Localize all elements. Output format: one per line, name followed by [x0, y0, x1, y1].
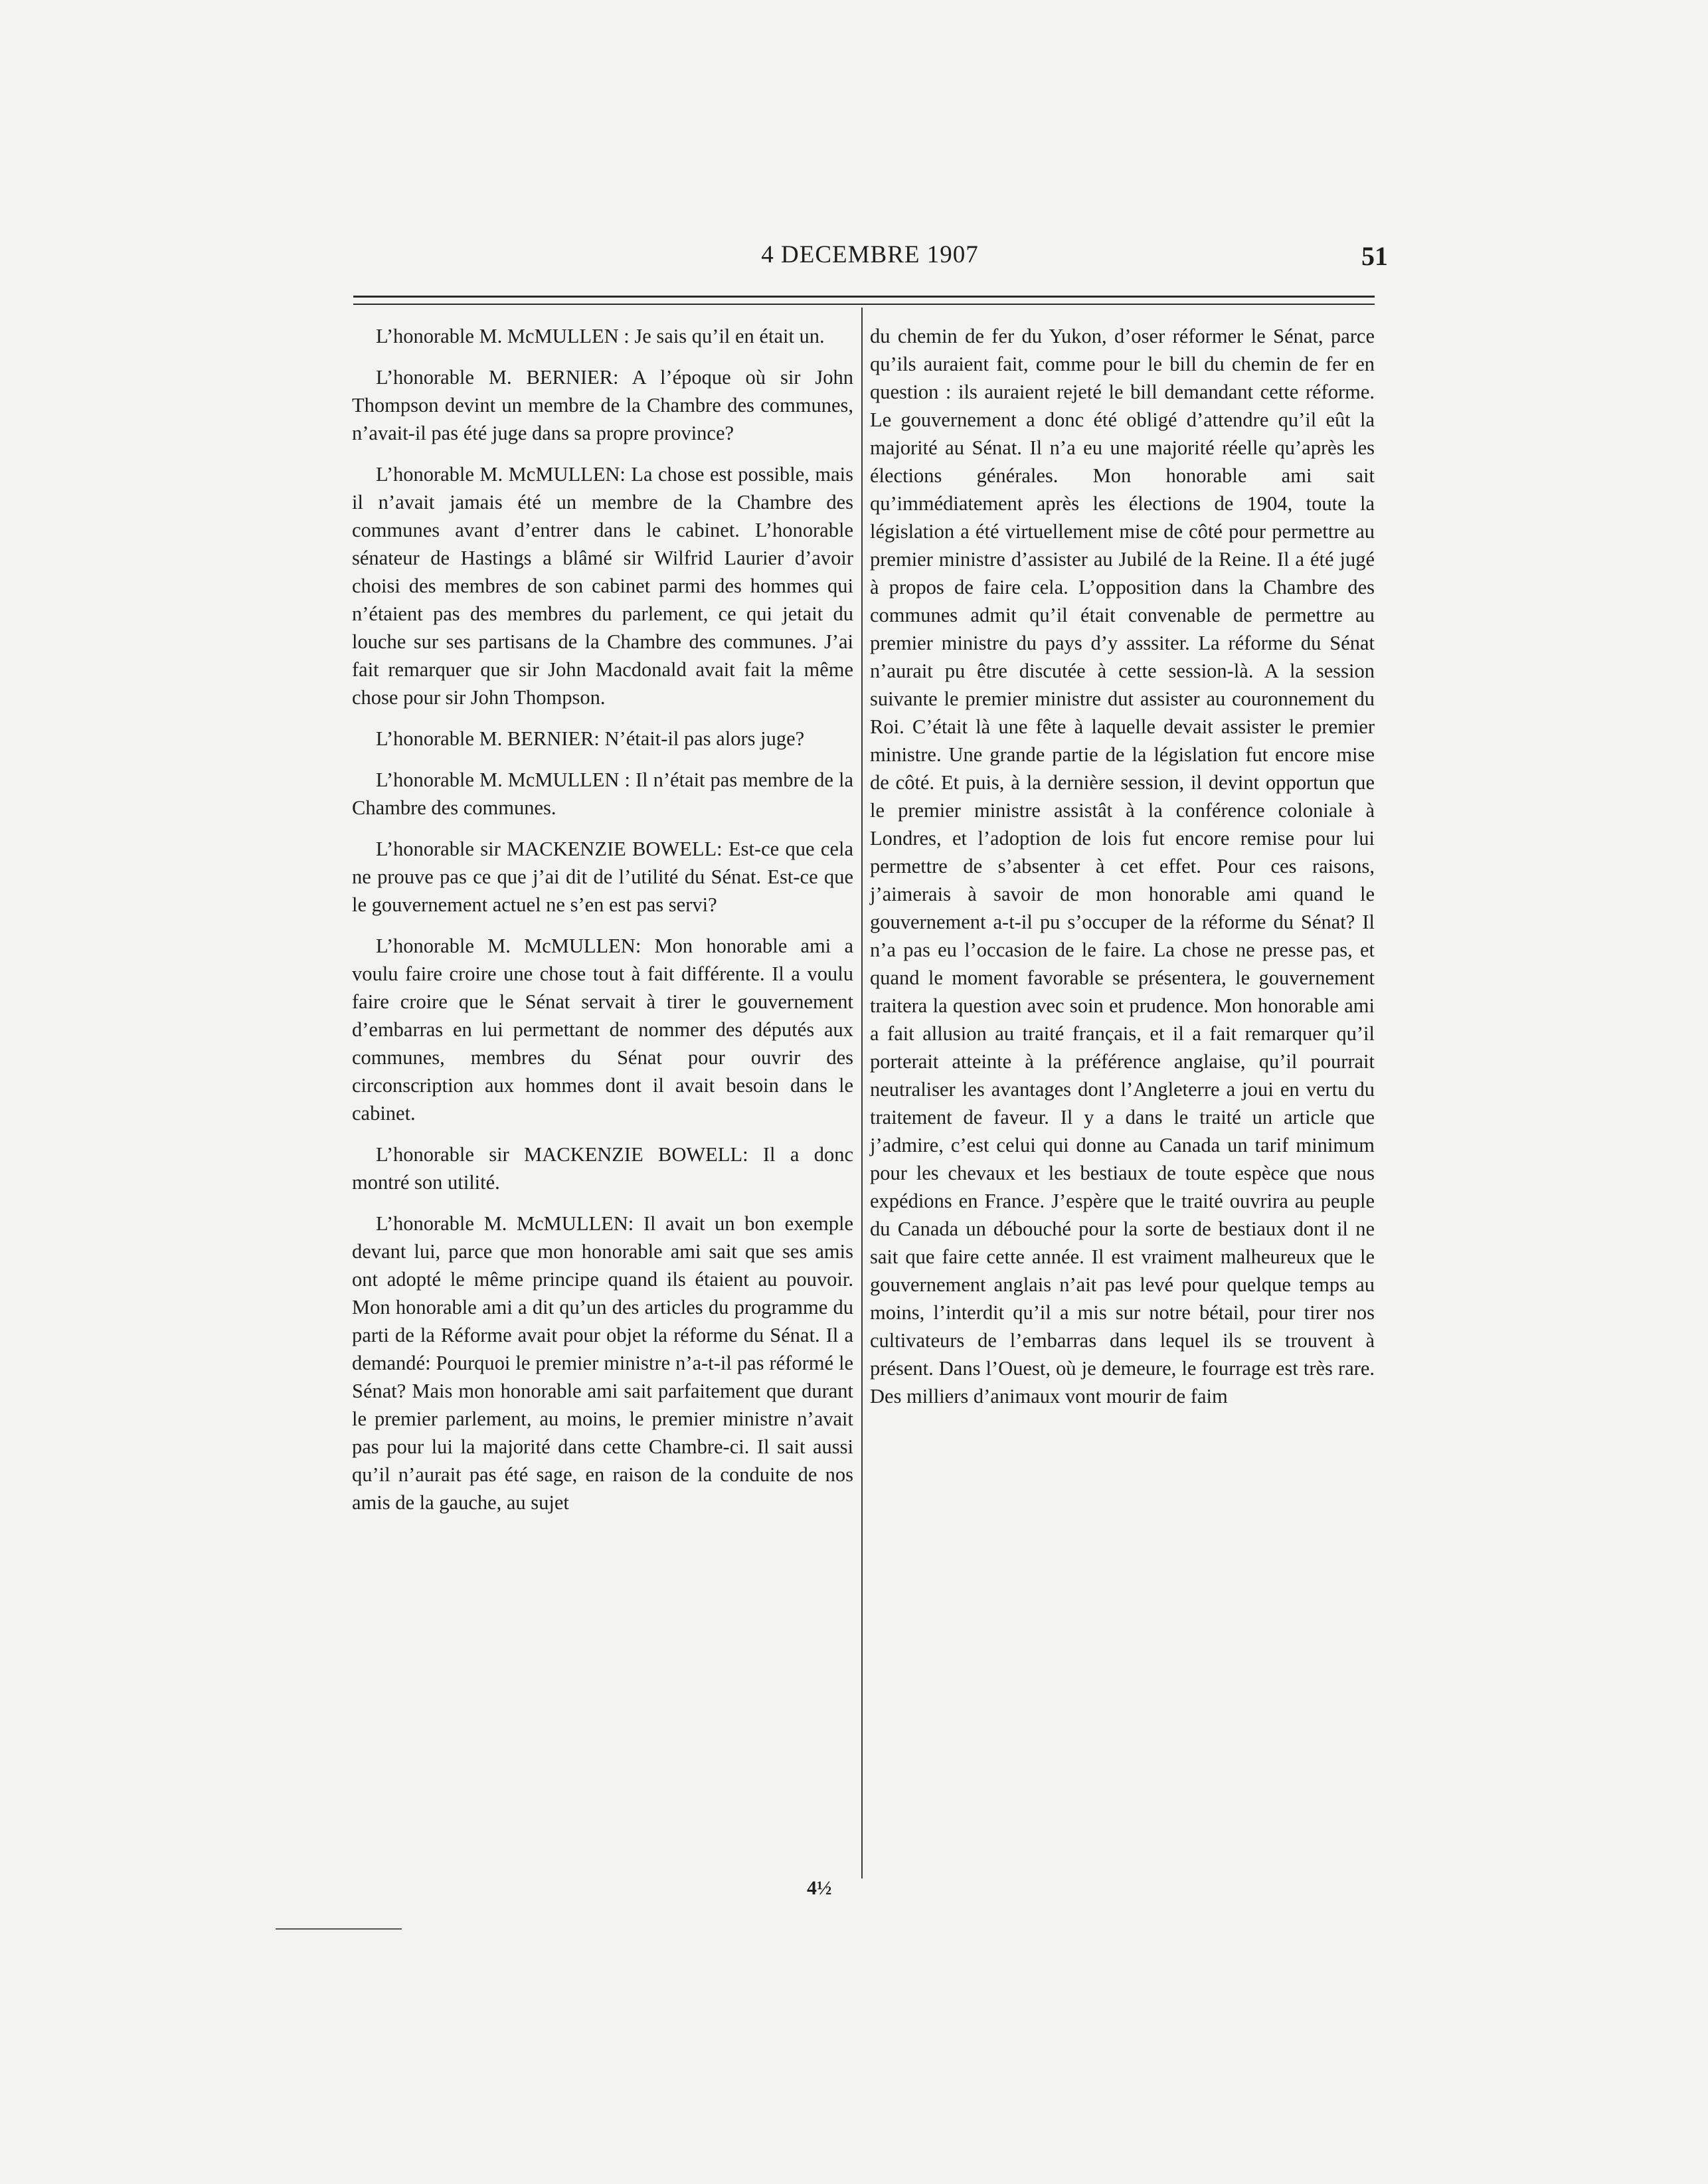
paragraph: L’honorable M. McMULLEN : Il n’était pas membre de la Chambre des communes.: [352, 769, 853, 819]
page-number: 51: [1361, 241, 1388, 271]
paragraph: L’honorable M. McMULLEN: Mon honorable ami a voulu faire croire une chose tout à fait différente. Il a voulu faire croire que le Sénat servait à tirer le gouvernement d’embarras en lui permettant de nommer des députés aux communes, membres du Sénat pour ouvrir des circonscription aux hommes dont il avait besoin dans le cabinet.: [352, 935, 853, 1125]
header-rule-bottom: [353, 304, 1375, 305]
paragraph: L’honorable M. BERNIER: A l’époque où sir John Thompson devint un membre de la Chambre des communes, n’avait-il pas été juge dans sa propre province?: [352, 366, 853, 444]
header-rule-top: [353, 296, 1375, 298]
paragraph: L’honorable sir MACKENZIE BOWELL: Est-ce que cela ne prouve pas ce que j’ai dit de l’utilité du Sénat. Est-ce que le gouvernement actuel ne s’en est pas servi?: [352, 838, 853, 916]
column-divider: [861, 308, 863, 1878]
paragraph: L’honorable sir MACKENZIE BOWELL: Il a donc montré son utilité.: [352, 1143, 853, 1194]
paragraph: L’honorable M. McMULLEN: La chose est possible, mais il n’avait jamais été un membre de la Chambre des communes avant d’entrer dans le cabinet. L’honorable sénateur de Hastings a blâmé sir Wilfrid Laurier d’avoir choisi des membres de son cabinet parmi des hommes qui n’étaient pas des membres du parlement, ce qui jetait du louche sur ses partisans de la Chambre des communes. J’ai fait remarquer que sir John Macdonald avait fait la même chose pour sir John Thompson.: [352, 463, 853, 709]
paragraph: L’honorable M. McMULLEN: Il avait un bon exemple devant lui, parce que mon honorable ami sait que ses amis ont adopté le même principe quand ils étaient au pouvoir. Mon honorable ami a dit qu’un des articles du programme du parti de la Réforme avait pour objet la réforme du Sénat. Il a demandé: Pourquoi le premier ministre n’a-t-il pas réformé le Sénat? Mais mon honorable ami sait parfaitement que durant le premier parlement, au moins, le premier ministre n’avait pas pour lui la majorité dans cette Chambre-ci. Il sait aussi qu’il n’aurait pas été sage, en raison de la conduite de nos amis de la gauche, au sujet: [352, 1212, 853, 1514]
right-column: [870, 322, 1375, 1423]
left-column: [352, 322, 853, 1530]
paragraph: L’honorable M. McMULLEN : Je sais qu’il en était un.: [376, 325, 825, 347]
paragraph: L’honorable M. BERNIER: N’était-il pas alors juge?: [376, 727, 805, 750]
footer-rule: [276, 1928, 402, 1930]
paragraph: du chemin de fer du Yukon, d’oser réformer le Sénat, parce qu’ils auraient fait, comme pour le bill du chemin de fer en question : ils auraient rejeté le bill demandant cette réforme. Le gouvernement a donc été obligé d’attendre qu’il eût la majorité au Sénat. Il n’a eu une majorité réelle qu’après les élections générales. Mon honorable ami sait qu’immédiatement après les élections de 1904, toute la législation a été virtuellement mise de côté pour permettre au premier ministre d’assister au Jubilé de la Reine. Il a été jugé à propos de faire cela. L’opposition dans la Chambre des communes admit qu’il était convenable de permettre au premier ministre du pays d’y asssiter. La réforme du Sénat n’aurait pu être discutée à cette session-là. A la session suivante le premier ministre dut assister au couronnement du Roi. C’était là une fête à laquelle devait assister le premier ministre. Une grande partie de la législation fut encore mise de côté. Et puis, à la dernière session, il devint opportun que le premier ministre assistât à la conférence coloniale à Londres, et l’adoption de lois fut encore remise pour lui permettre de s’absenter à cet effet. Pour ces raisons, j’aimerais à savoir de mon honorable ami quand le gouvernement a-t-il pu s’occuper de la réforme du Sénat? Il n’a pas eu l’occasion de le faire. La chose ne presse pas, et quand le moment favorable se présentera, le gouvernement traitera la question avec soin et prudence. Mon honorable ami a fait allusion au traité français, et il a fait remarquer qu’il porterait atteinte à la préférence anglaise, qu’il pourrait neutraliser les avantages dont l’Angleterre a joui en vertu du traitement de faveur. Il y a dans le traité un article que j’admire, c’est celui qui donne au Canada un tarif minimum pour les chevaux et les bestiaux de toute espèce que nous expédions en France. J’espère que le traité ouvrira au peuple du Canada un débouché pour la sorte de bestiaux dont il ne sait que faire cette année. Il est vraiment malheureux que le gouvernement anglais n’ait pas levé pour quelque temps au moins, l’interdit qu’il a mis sur notre bétail, pour tirer nos cultivateurs de l’embarras dans lequel ils se trouvent à présent. Dans l’Ouest, où je demeure, le fourrage est très rare. Des milliers d’animaux vont mourir de faim: [870, 325, 1375, 1408]
page-header-date: 4 DECEMBRE 1907: [761, 241, 979, 268]
signature-mark: 4½: [807, 1877, 832, 1899]
